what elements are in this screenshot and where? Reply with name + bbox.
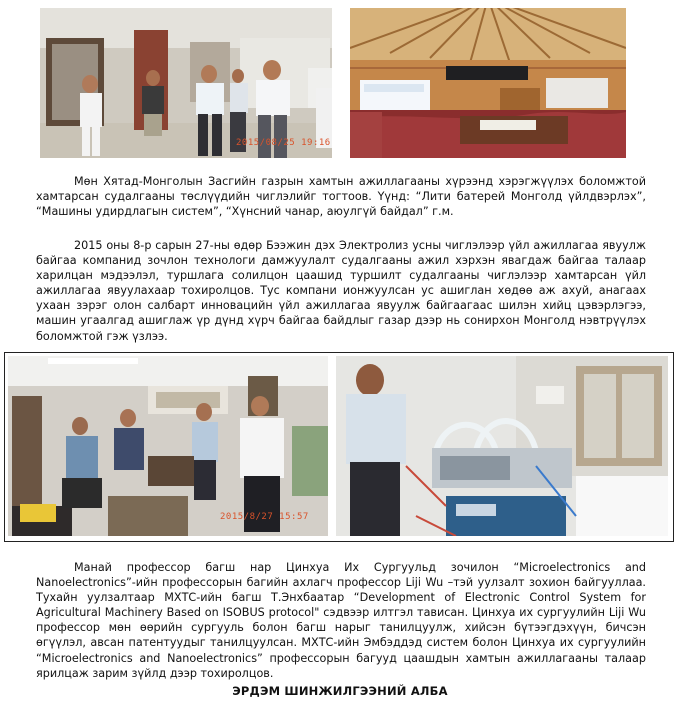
photo-ger-interior <box>350 8 626 158</box>
photo-timestamp: 2015/08/25 19:16 <box>236 138 331 148</box>
photo-company-office <box>8 356 328 536</box>
photo-lab-equipment <box>336 356 668 536</box>
photo-timestamp: 2015/8/27 15:57 <box>220 512 309 522</box>
paragraph-cooperation-directions: Мөн Хятад-Монголын Засгийн газрын хамтын ажиллагааны хүрээнд хэрэгжүүлэх боломжтой хамтарсан судалгааны төслүүдийн чиглэлийг тогтоов. Үүнд: “Лити батерей Монголд үйлдвэрлэх”, “Машины удирдлагын систем”, “Хүнсний чанар, аюулгүй байдал” г.м. <box>36 175 646 219</box>
photo-office-visit <box>40 8 332 158</box>
paragraph-tsinghua-visit: Манай профессор багш нар Цинхуа Их Сургуульд зочилон “Microelectronics and Nanoelectronics”-ийн профессорын багийн ахлагч профессор Liji Wu –тэй уулзалт зохион байгууллаа. Тухайн уулзалтаар МХТС-ийн багш Т.Энхбаатар “Development of Electronic Control System for Agricultural Machinery Based on ISOBUS protocol" сэдвээр илтгэл тависан. Цинхуа их сургуулийн Liji Wu профессор мөн өөрийн сургууль болон багш нарыг танилцуулж, хийсэн бүтээгдэхүүн, бичсэн өгүүлэл, авсан патентуудыг танилцуулсан. МХТС-ийн Эмбэддэд систем болон Цинхуа их сургуулийн “Microelectronics and Nanoelectronics” профессорын багууд цаашдын хамтын ажиллагааны талаар ярилцаж зарим зүйлд дээр тохиролцов. <box>36 561 646 680</box>
office-heading: ЭРДЭМ ШИНЖИЛГЭЭНИЙ АЛБА <box>232 684 448 698</box>
paragraph-electrolysis-visit: 2015 оны 8-р сарын 27-ны өдөр Бээжин дэх Электролиз усны чиглэлээр үйл ажиллагаа явуулж байгаа компанид зочлон технологи дамжуулалт судалгааны ажил хэрхэн явагдаж байгаа талаар харилцан мэдээлэл, туршлага солилцон цаашид туршилт судалгааны чиглэлээр хамтарсан үйл ажиллагаа явуулахаар тохиролцов. Тус компани ионжуулсан ус ашиглан хөдөө аж ахуй, анагаах ухаан зэрэг олон салбарт инновацийн үйл ажиллагаа явуулж байгаагаас шилэн хийц цэвэрлэгээ, машин угаалгад ашиглаж үр дүнд хүрч байгаа байдлыг газар дээр нь сонирхон Монголд нэвтрүүлэх боломжтой гэж үзлээ. <box>36 239 646 343</box>
